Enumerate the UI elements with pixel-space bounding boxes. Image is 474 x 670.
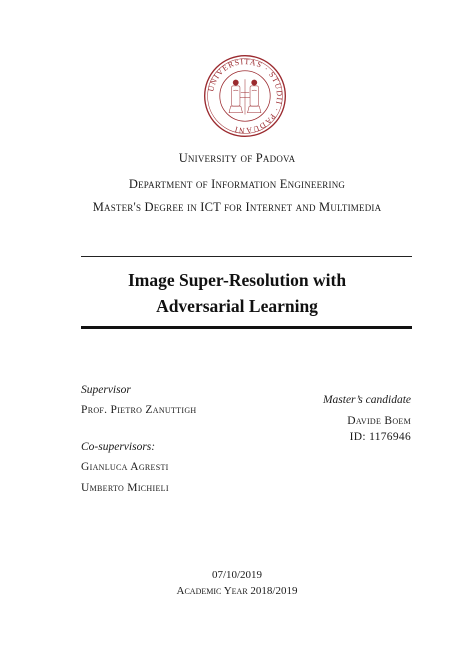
academic-year: Academic Year 2018/2019 bbox=[176, 585, 298, 597]
svg-text:UNIVERSITAS · STUDII · PADUANI: UNIVERSITAS · STUDII · PADUANI bbox=[206, 56, 285, 136]
thesis-title-line-1: Image Super-Resolution with bbox=[127, 270, 347, 290]
co-supervisor-name: Gianluca Agresti bbox=[81, 461, 169, 473]
supervisor-name: Prof. Pietro Zanuttigh bbox=[81, 404, 197, 416]
title-top-rule bbox=[81, 256, 412, 257]
department-name: Department of Information Engineering bbox=[128, 177, 346, 191]
university-seal-logo bbox=[203, 54, 287, 138]
title-bottom-rule bbox=[81, 326, 412, 329]
degree-name: Master's Degree in ICT for Internet and Multimedia bbox=[92, 200, 382, 214]
candidate-id: ID: 1176946 bbox=[349, 431, 411, 443]
submission-date: 07/10/2019 bbox=[211, 569, 263, 581]
university-name: University of Padova bbox=[178, 151, 296, 165]
candidate-label: Master’s candidate bbox=[322, 394, 411, 406]
co-supervisor-name: Umberto Michieli bbox=[81, 482, 169, 494]
co-supervisors-label: Co-supervisors: bbox=[81, 441, 156, 453]
thesis-title-line-2: Adversarial Learning bbox=[156, 296, 318, 316]
supervisor-label: Supervisor bbox=[81, 384, 131, 396]
candidate-name: Davide Boem bbox=[347, 415, 411, 427]
